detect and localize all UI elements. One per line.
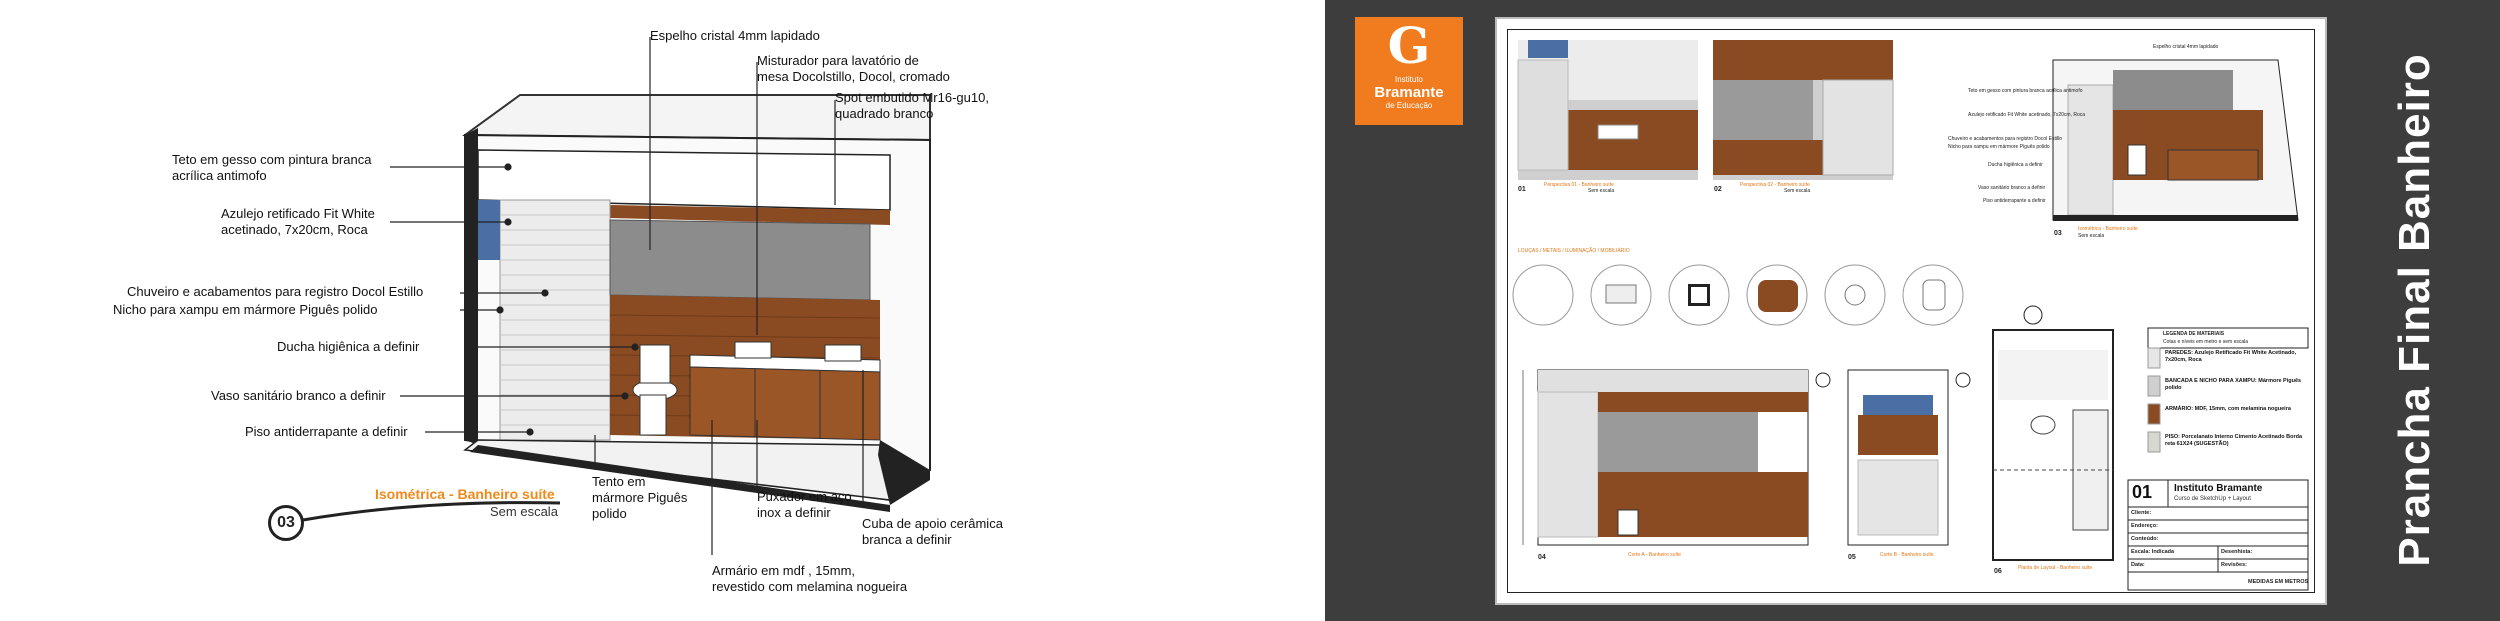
view-caption-03: Isométrica - Banheiro suíte <box>2078 226 2138 232</box>
label-spot-2: quadrado branco <box>835 106 934 121</box>
label-puxador-1: Puxador em aço <box>757 489 852 504</box>
legend-item-4: PISO: Porcelanato Interno Cimento Acetinado Borda reta 61X24 (SUGESTÃO) <box>2165 434 2303 447</box>
titleblock-course: Curso de SketchUp + Layout <box>2174 496 2251 502</box>
legend-title: LEGENDA DE MATERIAIS <box>2163 331 2225 337</box>
mini-label-ducha: Ducha higiênica a definir <box>1988 162 2043 168</box>
titleblock-desenhista: Desenhista: <box>2221 549 2253 555</box>
mini-label-chuveiro: Chuveiro e acabamentos para registro Docol Estillo <box>1948 136 2062 142</box>
label-armario-2: revestido com melamina nogueira <box>712 579 908 594</box>
view-number-02: 02 <box>1714 186 1722 193</box>
label-cuba-2: branca a definir <box>862 532 952 547</box>
label-espelho: Espelho cristal 4mm lapidado <box>650 28 820 43</box>
vertical-title-strip <box>2330 0 2500 621</box>
label-azulejo-2: acetinado, 7x20cm, Roca <box>221 222 368 237</box>
titleblock-revisoes: Revisões: <box>2221 562 2247 568</box>
titleblock-data: Data: <box>2131 562 2145 568</box>
label-piso: Piso antiderrapante a definir <box>245 424 408 439</box>
logo-small-top: Instituto <box>1394 75 1423 84</box>
view-caption-01: Perspectiva 01 - Banheiro suíte <box>1544 182 1614 188</box>
label-teto-2: acrílica antimofo <box>172 168 267 183</box>
label-tento-1: Tento em <box>592 474 646 489</box>
titleblock-number: 01 <box>2132 482 2153 502</box>
sheet-drawings <box>1508 30 2318 596</box>
drawing-sheet <box>1495 17 2327 605</box>
label-armario-1: Armário em mdf , 15mm, <box>712 563 856 578</box>
label-chuveiro: Chuveiro e acabamentos para registro Docol Estillo <box>127 284 424 299</box>
titleblock-cliente: Cliente: <box>2131 510 2152 516</box>
elevation-number-05: 05 <box>1848 554 1856 561</box>
mini-label-teto: Teto em gesso com pintura branca acrílica antimofo <box>1968 88 2083 94</box>
label-nicho: Nicho para xampu em mármore Piguês polido <box>113 302 378 317</box>
view-scale-03: Sem escala <box>2078 233 2105 239</box>
titleblock-escala: Escala: Indicada <box>2131 549 2175 555</box>
logo-glyph: G <box>1387 16 1431 75</box>
legend-item-1: PAREDES: Azulejo Retificado Fit White Acetinado, 7x20cm, Roca <box>2165 350 2297 363</box>
isometric-title: Isométrica - Banheiro suíte <box>375 486 555 502</box>
label-spot-1: Spot embutido Mr16-gu10, <box>835 90 989 105</box>
board-title: Prancha Final Banheiro <box>2390 53 2439 567</box>
elevation-caption-04: Corte A - Banheiro suíte <box>1628 552 1682 558</box>
mini-label-azulejo: Azulejo retificado Fit White acetinado, 7x20cm, Roca <box>1968 112 2085 118</box>
label-puxador-2: inox a definir <box>757 505 831 520</box>
bramante-logo <box>1355 17 1463 125</box>
label-misturador-1: Misturador para lavatório de <box>757 53 919 68</box>
elevation-number-04: 04 <box>1538 554 1546 561</box>
view-scale-02: Sem escala <box>1784 188 1811 194</box>
titleblock-footer: MEDIDAS EM METROS <box>2248 579 2309 585</box>
legend-item-2: BANCADA E NICHO PARA XAMPU: Mármore Piguês polido <box>2165 378 2302 391</box>
legend-item-3: ARMÁRIO: MDF, 15mm, com melamina nogueira <box>2165 406 2291 412</box>
isometric-scale: Sem escala <box>490 504 558 519</box>
view-number-01: 01 <box>1518 186 1526 193</box>
isometric-number-badge: 03 <box>268 505 304 541</box>
label-tento-3: polido <box>592 506 627 521</box>
label-vaso: Vaso sanitário branco a definir <box>211 388 386 403</box>
mini-label-vaso: Vaso sanitário branco a definir <box>1978 185 2046 191</box>
logo-name: Bramante <box>1374 84 1444 101</box>
logo-subtitle: de Educação <box>1385 101 1433 110</box>
view-scale-01: Sem escala <box>1588 188 1615 194</box>
legend-subtitle: Cotas e níveis em metro e sem escala <box>2163 339 2249 345</box>
label-cuba-1: Cuba de apoio cerâmica <box>862 516 1003 531</box>
elevation-number-06: 06 <box>1994 568 2002 575</box>
titleblock-company: Instituto Bramante <box>2174 483 2263 494</box>
label-azulejo-1: Azulejo retificado Fit White <box>221 206 375 221</box>
presentation-board-panel <box>1325 0 2500 621</box>
elevation-caption-05: Corte B - Banheiro suíte <box>1880 552 1934 558</box>
label-tento-2: mármore Piguês <box>592 490 688 505</box>
mini-label-espelho: Espelho cristal 4mm lapidado <box>2153 44 2219 50</box>
mini-label-piso: Piso antiderrapante a definir <box>1983 198 2046 204</box>
product-circles <box>1513 265 1963 325</box>
label-ducha: Ducha higiênica a definir <box>277 339 420 354</box>
view-number-03: 03 <box>2054 230 2062 237</box>
titleblock-endereco: Endereço: <box>2131 523 2158 529</box>
titleblock-conteudo: Conteúdo: <box>2131 536 2159 542</box>
mini-label-nicho: Nicho para xampu em mármore Piguês polido <box>1948 144 2050 150</box>
label-misturador-2: mesa Docolstillo, Docol, cromado <box>757 69 950 84</box>
materials-heading: LOUÇAS / METAIS / ILUMINAÇÃO / MOBILIÁRIO <box>1518 248 1630 254</box>
view-caption-02: Perspectiva 02 - Banheiro suíte <box>1740 182 1810 188</box>
label-teto-1: Teto em gesso com pintura branca <box>172 152 372 167</box>
elevation-caption-06: Planta de Layout - Banheiro suíte <box>2018 565 2093 571</box>
